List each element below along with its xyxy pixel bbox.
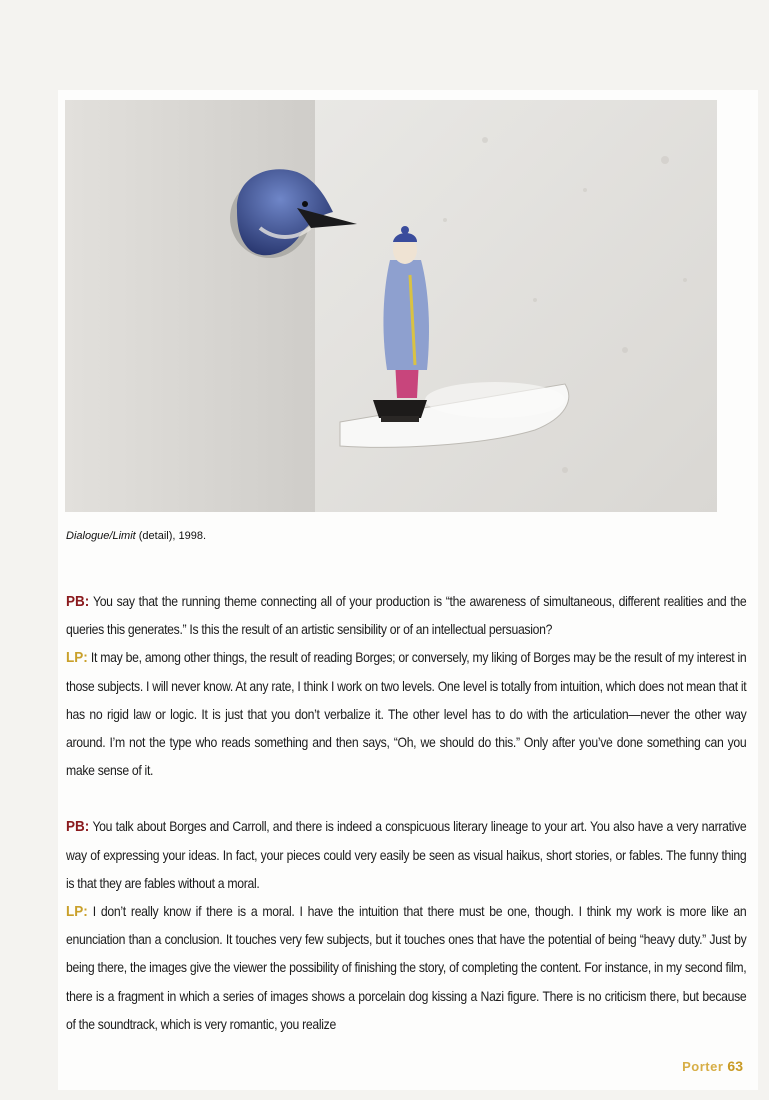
paragraph-pb-1	[66, 588, 746, 644]
sculpture-photo-icon	[65, 100, 717, 512]
paragraph-lp-1	[66, 644, 746, 785]
paragraph-gap	[66, 785, 746, 813]
caption-detail: (detail), 1998.	[135, 530, 207, 542]
speaker-label: PB:	[66, 593, 90, 610]
paragraph-pb-2	[66, 813, 746, 898]
speaker-label: PB:	[66, 818, 90, 836]
speaker-label: LP:	[66, 903, 88, 921]
paragraph-lp-2	[66, 898, 746, 1039]
left-wall	[65, 100, 315, 512]
paragraph-text: I don’t really know if there is a moral. I have the intuition that there must be one, though. I think my work is more like an enunciation than a conclusion. It touches very few subjects, but it touches ones that have the potential of being “heavy duty.” Just by being there, the images give the viewer the possibility of finishing the story, of completing the content. For instance, in my second film, there is a fragment in which a series of images shows a porcelain dog kissing a Nazi figure. There is no criticism there, but because of the soundtrack, which is very romantic, you realize	[66, 904, 747, 1032]
artwork-photo	[65, 100, 717, 512]
photo-caption	[66, 530, 206, 542]
interview-text	[66, 588, 747, 1039]
page-footer	[682, 1058, 743, 1076]
magazine-name: Porter	[682, 1059, 724, 1074]
right-wall	[315, 100, 717, 512]
paragraph-text: You say that the running theme connecting all of your production is “the awareness of simultaneous, different realities and the queries this generates.” Is this the result of an artistic sensibility or of an intellectual persuasion?	[66, 594, 747, 638]
paragraph-text: You talk about Borges and Carroll, and there is indeed a conspicuous literary lineage to your art. You also have a very narrative way of expressing your ideas. In fact, your pieces could very easily be seen as visual haikus, short stories, or fables. The funny thing is that they are fables without a moral.	[66, 819, 747, 891]
page-number: 63	[727, 1058, 743, 1074]
paragraph-text: It may be, among other things, the result of reading Borges; or conversely, my liking of Borges may be the result of my interest in those subjects. I will never know. At any rate, I think I work on two levels. One level is totally from intuition, which does not mean that it has no rigid law or logic. It is just that you don’t verbalize it. The other level has to do with the articulation—never the other way around. I’m not the type who reads something and then says, “Oh, we should do this.” Only after you’ve done something can you make sense of it.	[66, 650, 747, 779]
caption-title: Dialogue/Limit	[66, 530, 136, 542]
speaker-label: LP:	[66, 649, 88, 667]
